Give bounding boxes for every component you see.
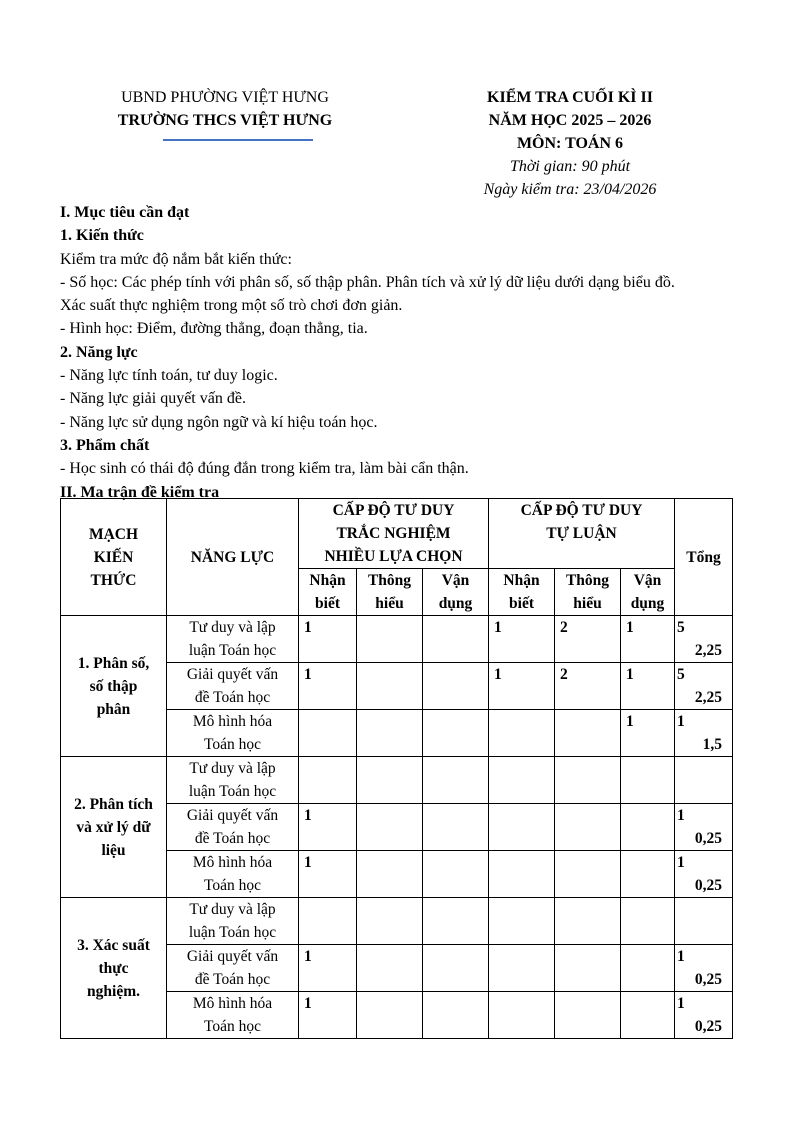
count-cell bbox=[621, 992, 675, 1039]
count-cell: 1 bbox=[299, 616, 357, 663]
total-cell: 1 0,25 bbox=[675, 945, 733, 992]
count-cell bbox=[555, 898, 621, 945]
header-competency: NĂNG LỰC bbox=[167, 499, 299, 616]
count-cell bbox=[423, 663, 489, 710]
count-cell bbox=[357, 710, 423, 757]
header-sub-level: Thông hiểu bbox=[357, 569, 423, 616]
subsection-heading: 3. Phẩm chất bbox=[60, 436, 150, 454]
school-name: TRƯỜNG THCS VIỆT HƯNG bbox=[117, 112, 333, 129]
count-cell bbox=[357, 945, 423, 992]
text-line: - Năng lực giải quyết vấn đề. bbox=[60, 390, 246, 408]
total-cell: 1 0,25 bbox=[675, 804, 733, 851]
subject: MÔN: TOÁN 6 bbox=[516, 135, 624, 152]
section-heading: I. Mục tiêu cần đạt bbox=[60, 204, 190, 221]
competency-cell: Giải quyết vấn đề Toán học bbox=[167, 945, 299, 992]
count-cell: 1 bbox=[621, 663, 675, 710]
text-line: - Năng lực tính toán, tư duy logic. bbox=[60, 367, 278, 385]
count-cell bbox=[423, 804, 489, 851]
total-cell bbox=[675, 898, 733, 945]
topic-cell: 1. Phân số, số thập phân bbox=[61, 616, 167, 757]
header-sub-level: Nhận biết bbox=[299, 569, 357, 616]
header-topic: MẠCH KIẾN THỨC bbox=[61, 499, 167, 616]
header-sub-level: Nhận biết bbox=[489, 569, 555, 616]
count-cell bbox=[423, 616, 489, 663]
count-cell bbox=[423, 992, 489, 1039]
section-heading: II. Ma trận đề kiểm tra bbox=[60, 483, 220, 501]
count-cell bbox=[357, 757, 423, 804]
count-cell bbox=[489, 898, 555, 945]
count-cell bbox=[299, 898, 357, 945]
count-cell bbox=[489, 851, 555, 898]
competency-cell: Mô hình hóa Toán học bbox=[167, 851, 299, 898]
count-cell bbox=[555, 945, 621, 992]
competency-cell: Tư duy và lập luận Toán học bbox=[167, 898, 299, 945]
header-sub-level: Vận dụng bbox=[621, 569, 675, 616]
count-cell bbox=[423, 757, 489, 804]
count-cell bbox=[357, 851, 423, 898]
count-cell bbox=[357, 804, 423, 851]
count-cell bbox=[357, 992, 423, 1039]
header-total: Tổng bbox=[675, 499, 733, 616]
count-cell bbox=[423, 945, 489, 992]
table-row bbox=[61, 757, 733, 804]
header-underline bbox=[163, 139, 313, 141]
topic-cell: 3. Xác suất thực nghiệm. bbox=[61, 898, 167, 1039]
subsection-heading: 2. Năng lực bbox=[60, 343, 138, 361]
exam-header bbox=[440, 86, 700, 201]
count-cell: 1 bbox=[489, 616, 555, 663]
count-cell: 1 bbox=[621, 616, 675, 663]
total-cell bbox=[675, 757, 733, 804]
competency-cell: Tư duy và lập luận Toán học bbox=[167, 616, 299, 663]
count-cell: 1 bbox=[299, 945, 357, 992]
count-cell bbox=[357, 663, 423, 710]
count-cell bbox=[299, 710, 357, 757]
count-cell: 1 bbox=[489, 663, 555, 710]
text-line: - Học sinh có thái độ đúng đắn trong kiểm tra, làm bài cẩn thận. bbox=[60, 460, 469, 478]
exam-matrix-table bbox=[60, 498, 733, 1039]
text-line: Xác suất thực nghiệm trong một số trò chơi đơn giản. bbox=[60, 297, 403, 315]
count-cell bbox=[357, 898, 423, 945]
competency-cell: Mô hình hóa Toán học bbox=[167, 710, 299, 757]
count-cell: 2 bbox=[555, 663, 621, 710]
count-cell: 1 bbox=[299, 663, 357, 710]
header-sub-level: Vận dụng bbox=[423, 569, 489, 616]
count-cell bbox=[621, 757, 675, 804]
total-cell: 5 2,25 bbox=[675, 616, 733, 663]
text-line: Kiểm tra mức độ nắm bắt kiến thức: bbox=[60, 250, 292, 268]
count-cell bbox=[555, 710, 621, 757]
count-cell bbox=[489, 710, 555, 757]
count-cell bbox=[489, 804, 555, 851]
count-cell bbox=[555, 992, 621, 1039]
header-sub-level: Thông hiểu bbox=[555, 569, 621, 616]
table-row bbox=[61, 616, 733, 663]
text-line: - Năng lực sử dụng ngôn ngữ và kí hiệu toán học. bbox=[60, 413, 378, 431]
count-cell: 1 bbox=[621, 710, 675, 757]
count-cell bbox=[489, 992, 555, 1039]
exam-duration: Thời gian: 90 phút bbox=[509, 158, 631, 175]
total-cell: 1 1,5 bbox=[675, 710, 733, 757]
count-cell: 1 bbox=[299, 851, 357, 898]
count-cell bbox=[423, 710, 489, 757]
competency-cell: Tư duy và lập luận Toán học bbox=[167, 757, 299, 804]
table-row bbox=[61, 898, 733, 945]
count-cell bbox=[489, 757, 555, 804]
competency-cell: Giải quyết vấn đề Toán học bbox=[167, 663, 299, 710]
school-year: NĂM HỌC 2025 – 2026 bbox=[488, 112, 652, 129]
total-cell: 1 0,25 bbox=[675, 992, 733, 1039]
count-cell bbox=[357, 616, 423, 663]
competency-cell: Giải quyết vấn đề Toán học bbox=[167, 804, 299, 851]
header-essay: TỰ LUẬN bbox=[489, 522, 675, 569]
count-cell bbox=[621, 851, 675, 898]
school-header bbox=[95, 86, 355, 132]
count-cell bbox=[555, 804, 621, 851]
document-body bbox=[60, 201, 750, 504]
count-cell bbox=[621, 898, 675, 945]
district-name: UBND PHƯỜNG VIỆT HƯNG bbox=[121, 89, 329, 106]
topic-cell: 2. Phân tích và xử lý dữ liệu bbox=[61, 757, 167, 898]
exam-date: Ngày kiểm tra: 23/04/2026 bbox=[483, 181, 657, 198]
count-cell bbox=[621, 945, 675, 992]
header-level-essay: CẤP ĐỘ TƯ DUY bbox=[489, 499, 675, 523]
count-cell: 1 bbox=[299, 992, 357, 1039]
count-cell: 2 bbox=[555, 616, 621, 663]
header-multiple-choice: TRẮC NGHIỆM NHIỀU LỰA CHỌN bbox=[299, 522, 489, 569]
total-cell: 1 0,25 bbox=[675, 851, 733, 898]
total-cell: 5 2,25 bbox=[675, 663, 733, 710]
competency-cell: Mô hình hóa Toán học bbox=[167, 992, 299, 1039]
text-line: - Số học: Các phép tính với phân số, số thập phân. Phân tích và xử lý dữ liệu dưới dạng biểu đồ. bbox=[60, 273, 675, 291]
count-cell bbox=[299, 757, 357, 804]
count-cell bbox=[489, 945, 555, 992]
count-cell bbox=[423, 851, 489, 898]
count-cell: 1 bbox=[299, 804, 357, 851]
header-level-mc: CẤP ĐỘ TƯ DUY bbox=[299, 499, 489, 523]
text-line: - Hình học: Điểm, đường thẳng, đoạn thẳng, tia. bbox=[60, 320, 368, 338]
exam-title: KIỂM TRA CUỐI KÌ II bbox=[487, 89, 653, 106]
count-cell bbox=[423, 898, 489, 945]
count-cell bbox=[621, 804, 675, 851]
count-cell bbox=[555, 851, 621, 898]
subsection-heading: 1. Kiến thức bbox=[60, 227, 144, 245]
count-cell bbox=[555, 757, 621, 804]
